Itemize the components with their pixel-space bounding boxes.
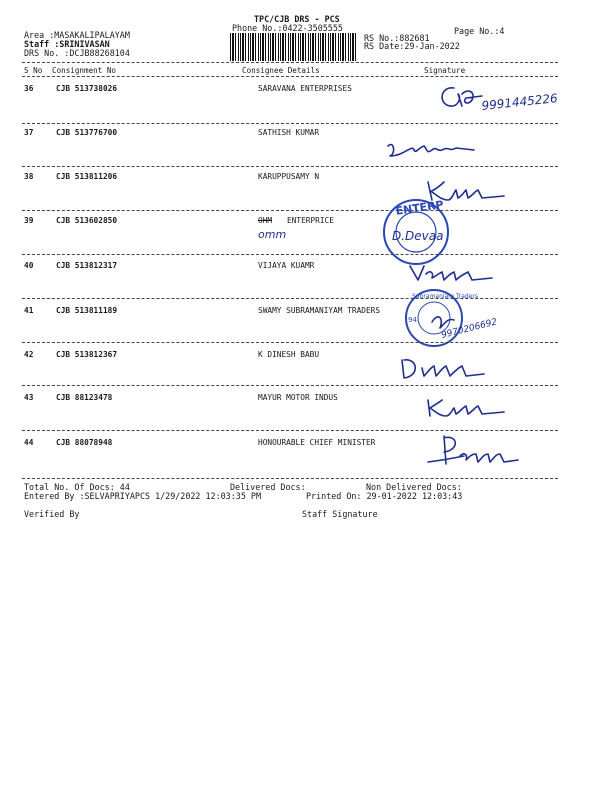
row-sno: 40 [24, 261, 34, 270]
signature-mark [408, 262, 498, 284]
verified-by: Verified By [24, 509, 80, 519]
row-consignment: CJB 513812367 [56, 350, 118, 359]
row-sno: 41 [24, 306, 34, 315]
row-consignee: SATHISH KUMAR [258, 128, 320, 137]
row-consignment: CJB 513811206 [56, 172, 118, 181]
row-sno: 37 [24, 128, 34, 137]
row-divider [22, 254, 558, 255]
col-header-consignment: Consignment No [52, 66, 117, 75]
row-divider [22, 210, 558, 211]
page-number: Page No.:4 [454, 26, 505, 36]
col-header-signature: Signature [424, 66, 466, 75]
header-bottom-rule [22, 76, 558, 77]
row-consignment: CJB 513776700 [56, 128, 118, 137]
stamp-code: 94 [408, 316, 417, 324]
document-title: TPC/CJB DRS - PCS [254, 14, 340, 24]
footer-top-rule [22, 478, 558, 479]
signature-mark [432, 80, 592, 118]
row-consignment: CJB 513812317 [56, 261, 118, 270]
signature-phone-note: 9991445226 [480, 91, 559, 113]
entered-by: Entered By :SELVAPRIYAPCS 1/29/2022 12:03:35 PM [24, 491, 261, 501]
row-consignment: CJB 88123478 [56, 393, 113, 402]
phone-number: Phone No.:0422-3505555 [232, 23, 343, 33]
row-consignment: CJB 513602850 [56, 216, 118, 225]
row-sno: 44 [24, 438, 34, 447]
signature-mark [384, 136, 484, 162]
non-delivered-docs: Non Delivered Docs: [366, 482, 462, 492]
header-top-rule [22, 62, 558, 63]
signature-mark [424, 396, 510, 420]
stamp-text: ENTERP [394, 198, 445, 218]
printed-on: Printed On: 29-01-2022 12:03:43 [306, 491, 463, 501]
row-consignee: ENTERPRICE [287, 216, 334, 225]
row-sno: 36 [24, 84, 34, 93]
drs-number: DRS No. :DCJB88268104 [24, 48, 130, 58]
staff-signature: Staff Signature [302, 509, 378, 519]
row-divider [22, 430, 558, 431]
row-consignee: HONOURABLE CHIEF MINISTER [258, 438, 376, 447]
staff-label: Staff :SRINIVASAN [24, 39, 110, 49]
row-divider [22, 342, 558, 343]
col-header-consignee: Consignee Details [242, 66, 320, 75]
signature-name-note: D.Devaa [392, 229, 444, 243]
row-consignee: MAYUR MOTOR INDUS [258, 393, 338, 402]
row-consignment: CJB 513738026 [56, 84, 118, 93]
row-divider [22, 166, 558, 167]
row-consignee-struck: OHM [258, 216, 273, 225]
rs-number: RS No.:882681 [364, 33, 430, 43]
row-sno: 38 [24, 172, 34, 181]
row-consignee: SWAMY SUBRAMANIYAM TRADERS [258, 306, 381, 315]
signature-mark [424, 432, 524, 472]
row-divider [22, 123, 558, 124]
stamp-text: Subramaniam Traders [412, 293, 479, 300]
row-consignment: CJB 513811189 [56, 306, 118, 315]
row-consignee: KARUPPUSAMY N [258, 172, 320, 181]
handwritten-correction: omm [258, 228, 287, 241]
area-label: Area :MASAKALIPALAYAM [24, 30, 130, 40]
row-sno: 43 [24, 393, 34, 402]
delivered-docs: Delivered Docs: [230, 482, 306, 492]
row-consignee: K DINESH BABU [258, 350, 320, 359]
row-consignment: CJB 88078948 [56, 438, 113, 447]
col-header-sno: S No [24, 66, 43, 75]
row-sno: 42 [24, 350, 34, 359]
row-sno: 39 [24, 216, 34, 225]
row-divider [22, 385, 558, 386]
signature-phone-note: 9970206692 [440, 317, 499, 341]
total-docs: Total No. Of Docs: 44 [24, 482, 130, 492]
signature-mark [398, 356, 490, 382]
row-consignee: VIJAYA KUAMR [258, 261, 315, 270]
company-stamp [376, 196, 468, 268]
barcode [230, 33, 356, 61]
rs-date: RS Date:29-Jan-2022 [364, 41, 460, 51]
row-consignee: SARAVANA ENTERPRISES [258, 84, 352, 93]
